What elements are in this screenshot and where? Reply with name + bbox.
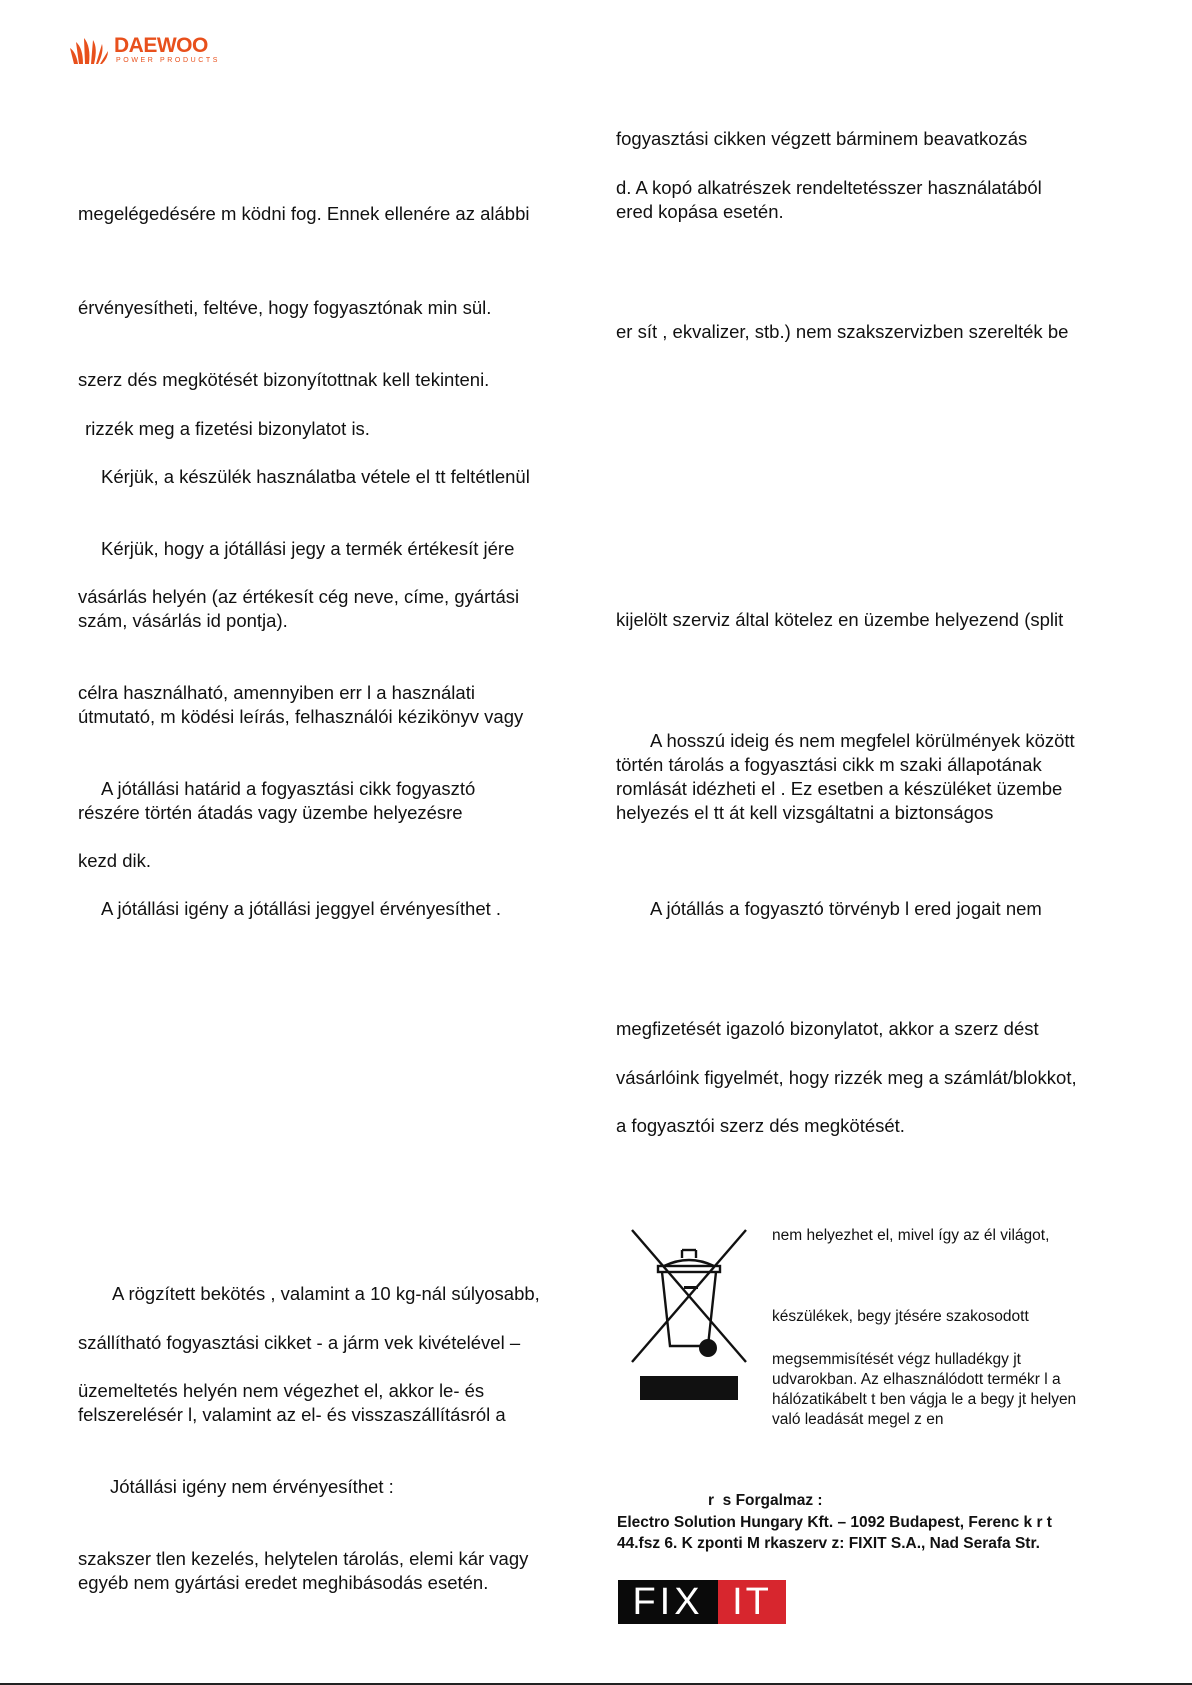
disposal-text-line: nem helyezhet el, mivel így az él világot, (772, 1227, 1050, 1244)
left-text-line: részére történ átadás vagy üzembe helyezésre (78, 802, 463, 823)
fixit-logo-it: IT (718, 1580, 786, 1624)
brand-name: DAEWOO (114, 34, 208, 57)
crossed-out-wheelie-bin-icon (628, 1228, 750, 1400)
distributor-address: Electro Solution Hungary Kft. – 1092 Budapest, Ferenc k r t (617, 1514, 1052, 1531)
right-text-line: d. A kopó alkatrészek rendeltetésszer használatából (616, 177, 1042, 198)
left-text-line: vásárlás helyén (az értékesít cég neve, címe, gyártási (78, 586, 520, 607)
right-text-line: történ tárolás a fogyasztási cikk m szaki állapotának (616, 754, 1042, 775)
left-text-line: szám, vásárlás id pontja). (78, 610, 288, 631)
brand-subtitle: POWER PRODUCTS (116, 57, 221, 64)
left-text-line: kezd dik. (78, 850, 152, 871)
right-text-line: megfizetését igazoló bizonylatot, akkor a szerz dést (616, 1018, 1039, 1039)
disposal-text-line: udvarokban. Az elhasználódott termékr l a (772, 1371, 1061, 1388)
left-text-line: üzemeltetés helyén nem végezhet el, akkor le- és (78, 1380, 485, 1401)
weee-symbol (628, 1228, 750, 1400)
left-text-line: Kérjük, a készülék használatba vétele el tt feltétlenül (101, 466, 530, 487)
left-text-line: A jótállási határid a fogyasztási cikk fogyasztó (101, 778, 476, 799)
left-text-line: szállítható fogyasztási cikket - a járm vek kivételével – (78, 1332, 521, 1353)
right-text-line: helyezés el tt át kell vizsgáltatni a biztonságos (616, 802, 994, 823)
left-text-line: célra használható, amennyiben err l a használati (78, 682, 475, 703)
disposal-text-line: készülékek, begy jtésére szakosodott (772, 1308, 1029, 1325)
left-text-line: érvényesítheti, feltéve, hogy fogyasztónak min sül. (78, 297, 492, 318)
fixit-logo-fix: FIX (618, 1580, 718, 1624)
disposal-text-line: való leadását megel z en (772, 1411, 944, 1428)
left-text-line: útmutató, m ködési leírás, felhasználói kézikönyv vagy (78, 706, 524, 727)
disposal-text-line: megsemmisítését végz hulladékgy jt (772, 1351, 1021, 1368)
disposal-text-line: hálózatikábelt t ben vágja le a begy jt helyen (772, 1391, 1077, 1408)
right-text-line: fogyasztási cikken végzett bárminem beavatkozás (616, 128, 1028, 149)
right-text-line: vásárlóink figyelmét, hogy rizzék meg a számlát/blokkot, (616, 1067, 1077, 1088)
left-text-line: szakszer tlen kezelés, helytelen tárolás, elemi kár vagy (78, 1548, 529, 1569)
right-text-line: A hosszú ideig és nem megfelel körülmények között (650, 730, 1075, 751)
right-text-line: A jótállás a fogyasztó törvényb l ered jogait nem (650, 898, 1042, 919)
left-text-line: rizzék meg a fizetési bizonylatot is. (80, 418, 370, 439)
right-text-line: romlását idézheti el . Ez esetben a készüléket üzembe (616, 778, 1063, 799)
left-text-line: felszerelésér l, valamint az el- és visszaszállításról a (78, 1404, 506, 1425)
left-text-line: Kérjük, hogy a jótállási jegy a termék értékesít jére (101, 538, 515, 559)
left-text-line: A rögzített bekötés , valamint a 10 kg-nál súlyosabb, (112, 1283, 540, 1304)
fixit-logo (618, 1580, 786, 1624)
distributor-heading: r s Forgalmaz : (708, 1492, 823, 1509)
right-text-line: er sít , ekvalizer, stb.) nem szakszervizben szerelték be (616, 321, 1069, 342)
left-text-line: szerz dés megkötését bizonyítottnak kell tekinteni. (78, 369, 490, 390)
left-text-line: egyéb nem gyártási eredet meghibásodás esetén. (78, 1572, 489, 1593)
distributor-service: 44.fsz 6. K zponti M rkaszerv z: FIXIT S.A., Nad Serafa Str. (617, 1535, 1040, 1552)
right-text-line: kijelölt szerviz által kötelez en üzembe helyezend (split (616, 609, 1064, 630)
daewoo-logo (70, 34, 230, 68)
right-text-line: ered kopása esetén. (616, 201, 784, 222)
left-text-line: megelégedésére m ködni fog. Ennek ellenére az alábbi (78, 203, 530, 224)
right-text-line: a fogyasztói szerz dés megkötését. (616, 1115, 905, 1136)
left-text-line: A jótállási igény a jótállási jeggyel érvényesíthet . (101, 898, 502, 919)
left-text-line: Jótállási igény nem érvényesíthet : (110, 1476, 394, 1497)
